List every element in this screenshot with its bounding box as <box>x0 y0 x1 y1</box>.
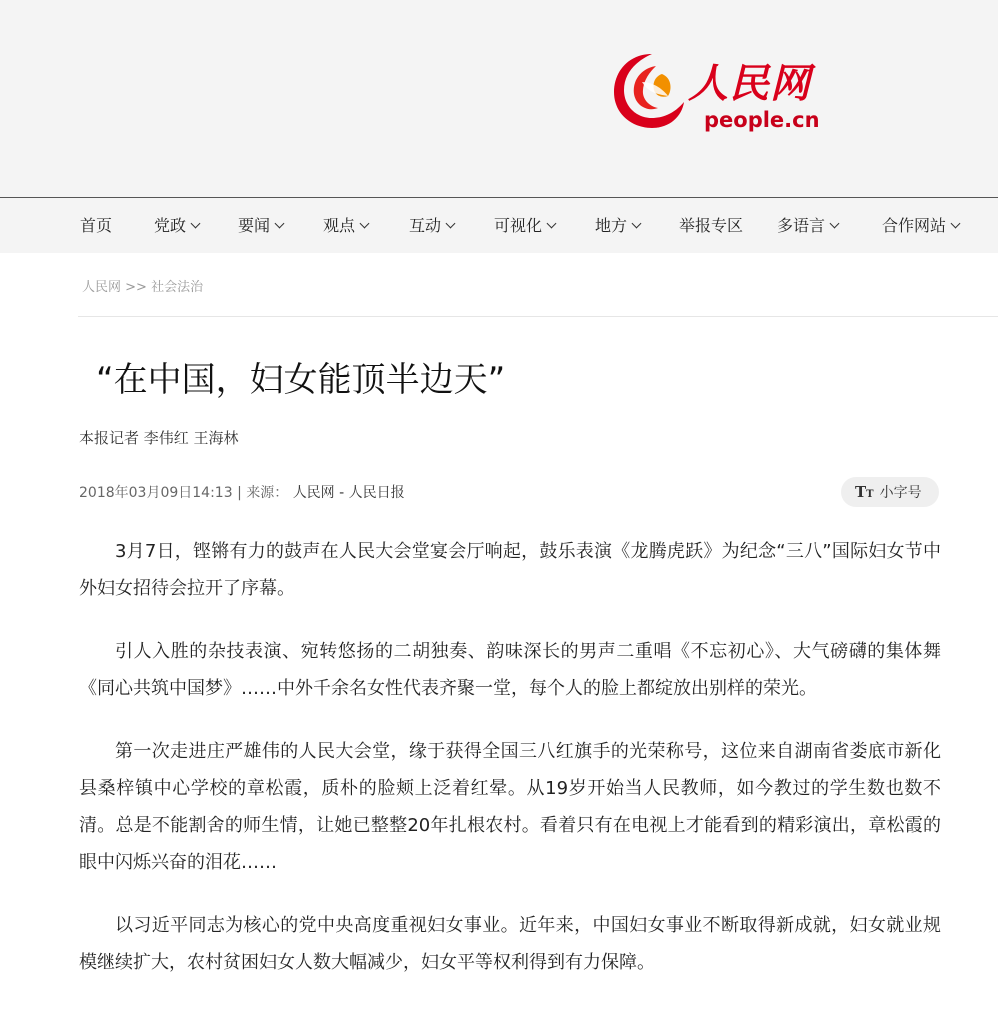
font-size-toggle-label: 小字号 <box>879 485 922 501</box>
chevron-down-icon <box>446 219 456 229</box>
nav-item-party-government[interactable]: 党政 <box>154 198 199 254</box>
breadcrumb <box>82 276 203 295</box>
source-label: 来源： <box>246 485 289 501</box>
chevron-down-icon <box>830 219 840 229</box>
article-body <box>79 533 941 1007</box>
nav-item-languages[interactable]: 多语言 <box>777 198 838 254</box>
breadcrumb-separator: >> <box>125 280 147 295</box>
article-paragraph: 第一次走进庄严雄伟的人民大会堂，缘于获得全国三八红旗手的光荣称号，这位来自湖南省娄底市新化县桑梓镇中心学校的章松霞，质朴的脸颊上泛着红晕。从19岁开始当人民教师，如今教过的学生数也数不清。总是不能割舍的师生情，让她已整整20年扎根农村。看着只有在电视上才能看到的精彩演出，章松霞的眼中闪烁兴奋的泪花…… <box>79 741 941 873</box>
meta-separator: | <box>237 485 247 501</box>
text-size-icon: TT <box>855 483 874 501</box>
breadcrumb-home-link[interactable]: 人民网 <box>82 280 122 295</box>
article-title: “在中国，妇女能顶半边天” <box>96 360 506 400</box>
logo-chinese-wordmark: 人民网 <box>688 60 811 107</box>
nav-item-report-zone[interactable]: 举报专区 <box>679 216 744 235</box>
site-logo[interactable] <box>612 48 832 140</box>
article-author: 本报记者 李伟红 王海林 <box>79 429 239 447</box>
article-paragraph: 以习近平同志为核心的党中央高度重视妇女事业。近年来，中国妇女事业不断取得新成就，妇女就业规模继续扩大，农村贫困妇女人数大幅减少，妇女平等权利得到有力保障。 <box>79 915 941 973</box>
publish-datetime: 2018年03月09日14:13 <box>79 485 233 501</box>
logo-domain-wordmark: people.cn <box>704 108 820 132</box>
chevron-down-icon <box>191 219 201 229</box>
nav-item-opinion[interactable]: 观点 <box>323 198 368 254</box>
chevron-down-icon <box>275 219 285 229</box>
logo-emblem-icon <box>612 48 686 132</box>
nav-item-home[interactable]: 首页 <box>80 216 113 235</box>
chevron-down-icon <box>360 219 370 229</box>
nav-item-visualization[interactable]: 可视化 <box>494 198 555 254</box>
nav-item-partner-sites[interactable]: 合作网站 <box>882 198 959 254</box>
source-link[interactable]: 人民网 - 人民日报 <box>292 485 405 501</box>
nav-item-local[interactable]: 地方 <box>595 198 640 254</box>
chevron-down-icon <box>547 219 557 229</box>
breadcrumb-section-link[interactable]: 社会法治 <box>151 280 204 295</box>
main-nav <box>0 197 998 253</box>
font-size-toggle-button[interactable] <box>841 477 939 507</box>
site-header <box>0 0 998 197</box>
nav-item-headlines[interactable]: 要闻 <box>238 198 283 254</box>
header-divider <box>78 316 998 317</box>
article-paragraph: 3月7日，铿锵有力的鼓声在人民大会堂宴会厅响起，鼓乐表演《龙腾虎跃》为纪念“三八”国际妇女节中外妇女招待会拉开了序幕。 <box>79 541 941 599</box>
chevron-down-icon <box>632 219 642 229</box>
article-meta <box>79 482 405 502</box>
article-paragraph: 引人入胜的杂技表演、宛转悠扬的二胡独奏、韵味深长的男声二重唱《不忘初心》、大气磅礴的集体舞《同心共筑中国梦》……中外千余名女性代表齐聚一堂，每个人的脸上都绽放出别样的荣光。 <box>79 641 941 699</box>
nav-item-interaction[interactable]: 互动 <box>409 198 454 254</box>
chevron-down-icon <box>951 219 961 229</box>
